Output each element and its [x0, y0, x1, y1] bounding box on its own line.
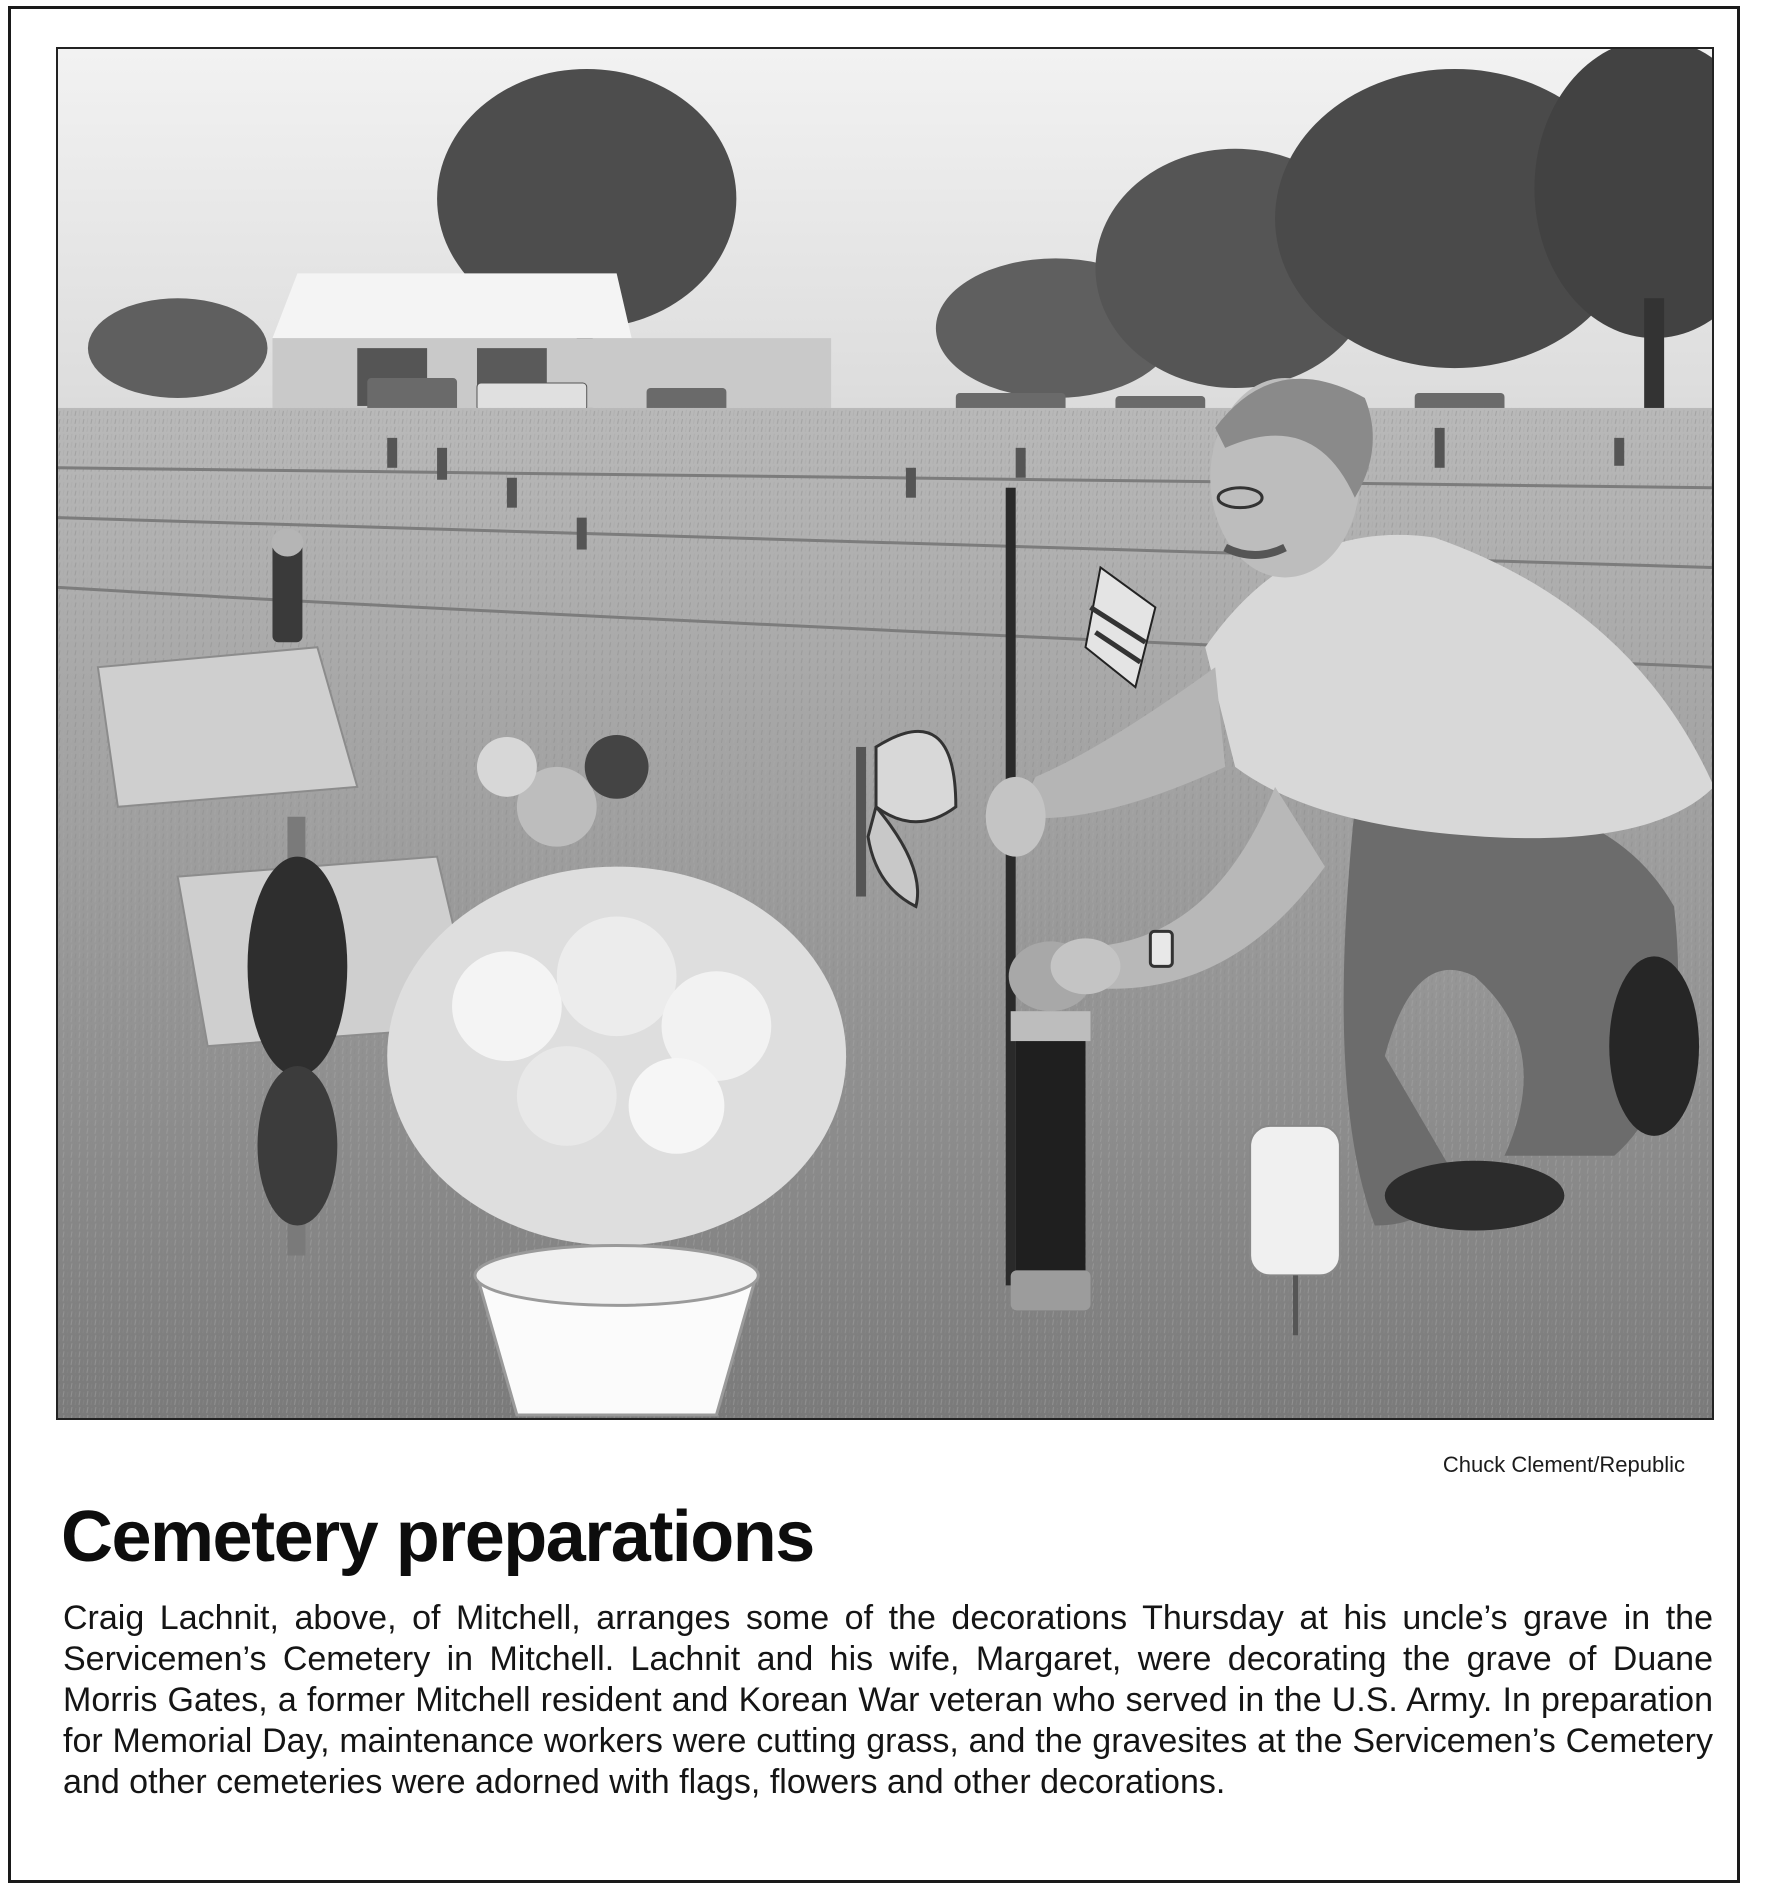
photo-illustration	[58, 49, 1712, 1418]
headline: Cemetery preparations	[61, 1497, 814, 1577]
grave-lantern-small	[271, 529, 303, 643]
photo-credit: Chuck Clement/Republic	[1442, 1452, 1685, 1477]
grave-lantern	[1009, 941, 1093, 1310]
white-flower-pot	[475, 1246, 758, 1416]
photo-caption: Craig Lachnit, above, of Mitchell, arranges some of the decorations Thursday at his uncle’s grave in the Servicemen’s Cemetery in Mitchell. Lachnit and his wife, Margaret, were decorating the grave of Duane Morris Gates, a former Mitchell resident and Korean War veteran who served in the U.S. Army. In preparation for Memorial Day, maintenance workers were cutting grass, and the gravesites at the Servicemen’s Cemetery and other cemeteries were adorned with flags, flowers and other decorations.	[63, 1599, 1713, 1801]
news-photo	[56, 47, 1714, 1420]
news-clipping-frame	[8, 6, 1740, 1883]
